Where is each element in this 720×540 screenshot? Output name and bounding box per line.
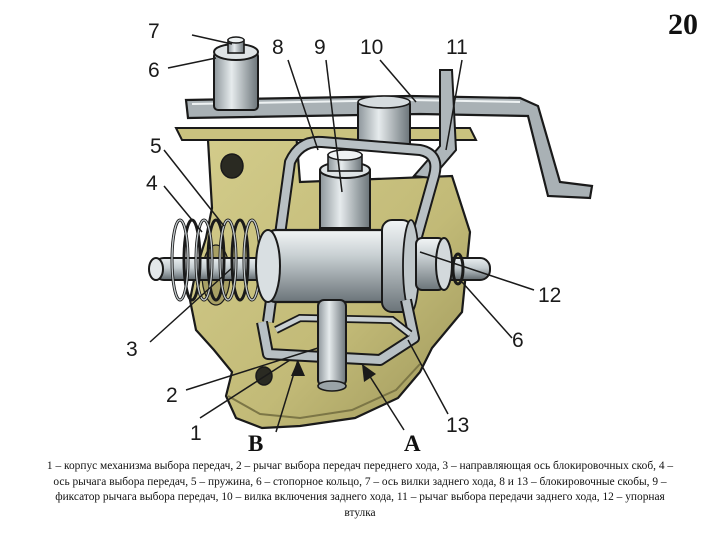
- view-letter-a: A: [404, 431, 421, 456]
- callout-3: 3: [126, 338, 138, 361]
- selector-detent: [320, 150, 370, 228]
- caption-line: 1 – корпус механизма выбора передач, 2 – рычаг выбора передач переднего хода, 3 – направляющая ось блокировочных скоб, 4 –: [46, 460, 674, 472]
- reverse-fork-axle: [214, 37, 258, 110]
- selector-lever-finger: [318, 300, 346, 391]
- callout-9: 9: [314, 36, 326, 59]
- callout-12: 12: [538, 284, 562, 307]
- callout-6-right: 6: [512, 329, 524, 352]
- selector-lever-hub: [256, 220, 419, 312]
- reverse-lever: [358, 70, 456, 178]
- callout-7: 7: [148, 20, 160, 43]
- callout-13: 13: [446, 414, 470, 437]
- caption-line: ось рычага выбора передач, 5 – пружина, 6 – стопорное кольцо, 7 – ось вилки заднего хода, 8 и 13 – блокировочные скобы, 9 –: [53, 475, 667, 488]
- callout-1: 1: [190, 422, 202, 445]
- callout-6-top: 6: [148, 59, 160, 82]
- callout-8: 8: [272, 36, 284, 59]
- figure-caption: [22, 459, 698, 521]
- callout-2: 2: [166, 384, 178, 407]
- caption-line: втулка: [344, 506, 376, 519]
- mount-hole: [221, 154, 243, 178]
- view-letter-b: B: [248, 431, 264, 456]
- callout-5: 5: [150, 135, 162, 158]
- callout-4: 4: [146, 172, 158, 195]
- callout-11: 11: [446, 36, 468, 59]
- caption-line: фиксатор рычага выбора передач, 10 – вилка включения заднего хода, 11 – рычаг выбора передачи заднего хода, 12 – упорная: [55, 491, 665, 503]
- slide-number: 20: [668, 8, 698, 41]
- callout-10: 10: [360, 36, 384, 59]
